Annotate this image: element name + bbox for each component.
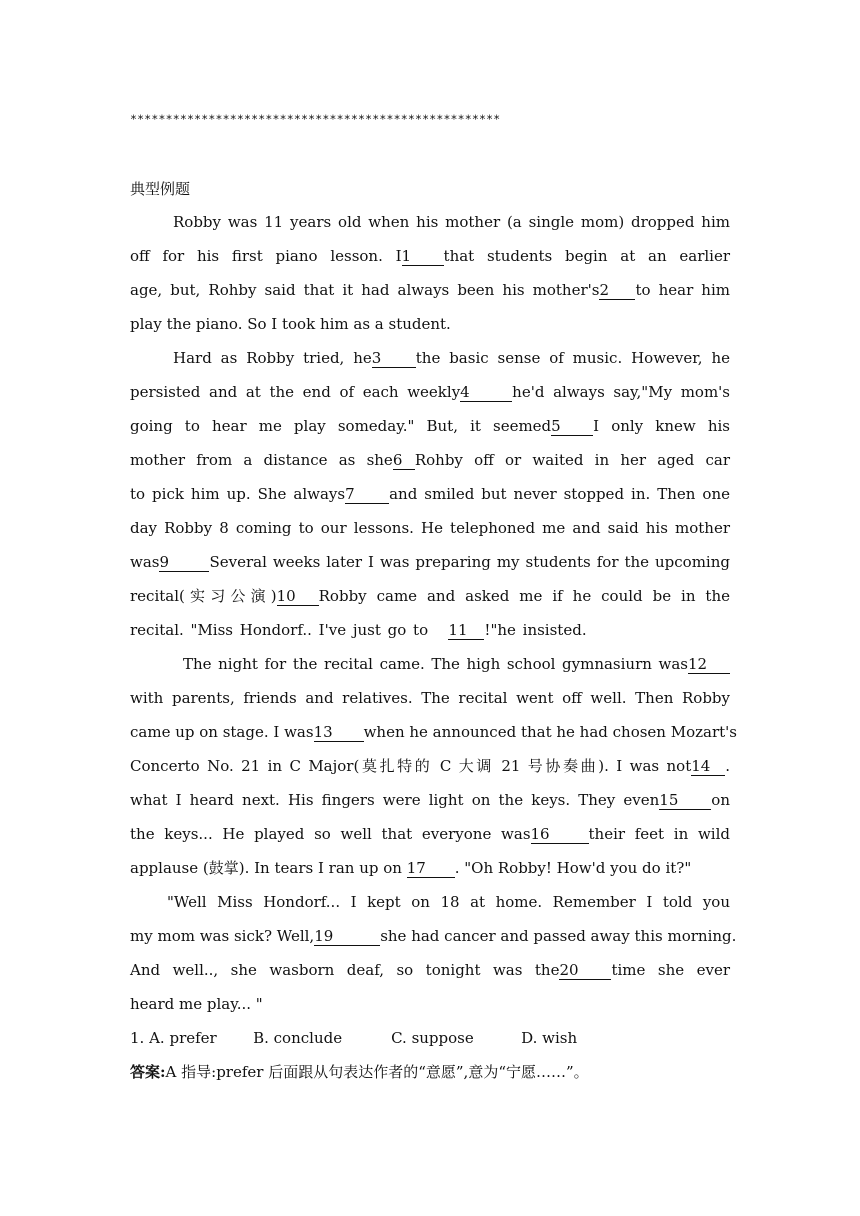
blank-5: 5: [551, 417, 593, 436]
passage-line: day Robby 8 coming to our lessons. He telephoned me and said his mother: [130, 519, 730, 537]
passage-line: The night for the recital came. The high school gymnasiurn was12: [183, 654, 730, 674]
blank-16: 16: [531, 825, 589, 844]
passage-line: And well.., she wasborn deaf, so tonight was the20 time she ever: [130, 961, 730, 979]
section-title: 典型例题: [130, 180, 191, 198]
passage-line: mother from a distance as she6 Rohby off or waited in her aged car: [130, 451, 730, 469]
blank-15: 15: [659, 791, 711, 810]
passage-line: "Well Miss Hondorf... I kept on 18 at home. Remember I told you: [167, 893, 730, 911]
passage-line: Robby was 11 years old when his mother (a single mom) dropped him: [173, 213, 730, 231]
passage-line: Hard as Robby tried, he3 the basic sense of music. However, he: [173, 349, 730, 367]
option-a: A. prefer: [149, 1029, 217, 1047]
separator-line: ****************************************************: [130, 112, 501, 126]
passage-line: play the piano. So I took him as a student.: [130, 315, 451, 333]
blank-7: 7: [345, 485, 389, 504]
passage-line: age, but, Rohby said that it had always been his mother's2 to hear him: [130, 281, 730, 299]
answer-line: [130, 1062, 730, 1082]
passage-line: going to hear me play someday." But, it seemed5 I only knew his: [130, 417, 730, 435]
blank-1: 1: [402, 247, 444, 266]
passage-line: what I heard next. His fingers were light on the keys. They even15 on: [130, 791, 730, 809]
passage-line: heard me play... ": [130, 995, 263, 1013]
passage-line: recital(实习公演)10 Robby came and asked me if he could be in the: [130, 587, 730, 605]
question-1: [130, 1028, 730, 1048]
blank-2: 2: [599, 281, 635, 300]
blank-12: 12: [688, 655, 730, 674]
blank-10: 10: [277, 587, 319, 606]
passage-line: persisted and at the end of each weekly4 he'd always say,"My mom's: [130, 383, 730, 401]
question-number: 1.: [130, 1029, 145, 1047]
passage-line: with parents, friends and relatives. The recital went off well. Then Robby: [130, 689, 730, 707]
option-b: B. conclude: [253, 1029, 343, 1047]
passage-line: was9 Several weeks later I was preparing my students for the upcoming: [130, 553, 730, 571]
answer-label: 答案:: [130, 1063, 166, 1081]
passage-line: to pick him up. She always7 and smiled but never stopped in. Then one: [130, 485, 730, 503]
blank-9: 9: [159, 553, 209, 572]
passage-line: applause (鼓掌). In tears I ran up on 17 . "Oh Robby! How'd you do it?": [130, 859, 692, 877]
passage-line: Concerto No. 21 in C Major(莫扎特的 C 大调 21 号协奏曲). I was not14 .: [130, 757, 730, 775]
blank-11: 11: [448, 621, 484, 640]
blank-6: 6: [393, 451, 415, 470]
option-c: C. suppose: [391, 1029, 474, 1047]
passage-line: the keys... He played so well that everyone was16 their feet in wild: [130, 825, 730, 843]
blank-14: 14: [691, 757, 725, 776]
passage-line: recital. "Miss Hondorf.. I've just go to 11 !"he insisted.: [130, 621, 587, 639]
blank-19: 19: [314, 927, 380, 946]
blank-3: 3: [372, 349, 416, 368]
option-d: D. wish: [521, 1029, 578, 1047]
blank-4: 4: [460, 383, 512, 402]
passage-line: off for his first piano lesson. I1 that students begin at an earlier: [130, 247, 731, 265]
passage-line: came up on stage. I was13 when he announced that he had chosen Mozart's: [130, 723, 737, 741]
passage-line: my mom was sick? Well,19 she had cancer and passed away this morning.: [130, 927, 737, 945]
blank-17: 17: [407, 859, 455, 878]
blank-20: 20: [559, 961, 611, 980]
answer-text: A 指导:prefer 后面跟从句表达作者的“意愿”,意为“宁愿……”。: [165, 1063, 589, 1081]
blank-13: 13: [314, 723, 364, 742]
